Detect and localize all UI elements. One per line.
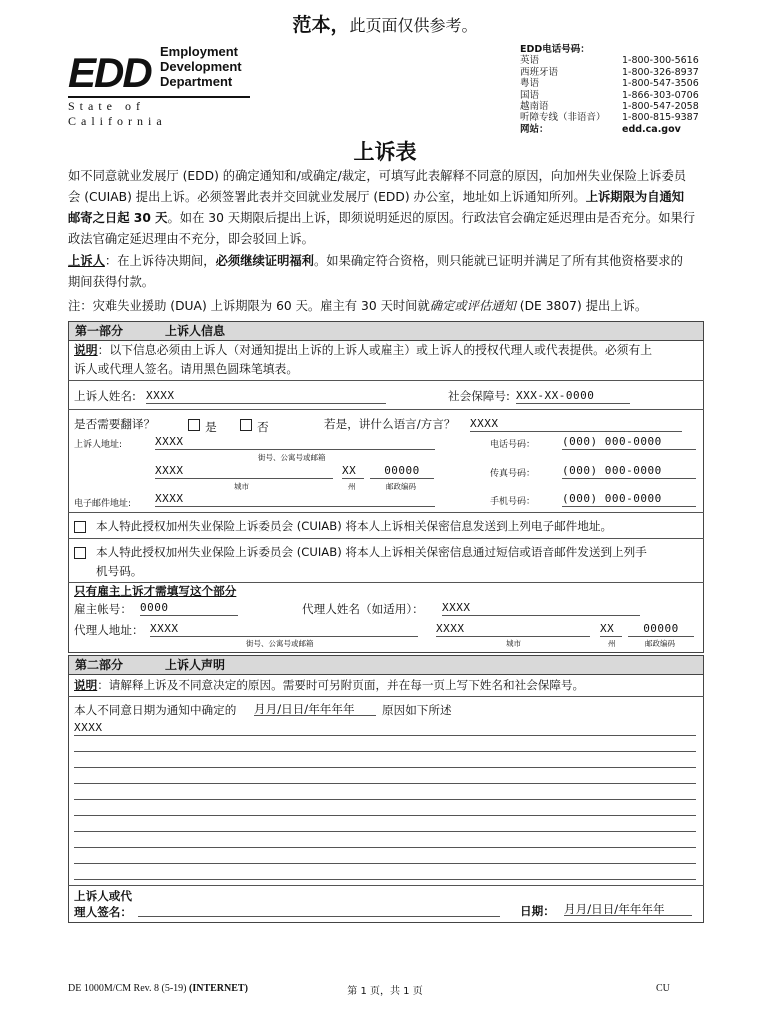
zip-caption: 邮政编码 [386, 482, 416, 491]
divider [68, 696, 704, 697]
sample-bold: 范本， [292, 14, 350, 36]
agent-state-field[interactable]: XX [600, 622, 622, 637]
reason-line[interactable] [74, 817, 696, 832]
auth-email-text: 本人特此授权加州失业保险上诉委员会 (CUIAB) 将本人上诉相关保密信息发送到上列电子邮件地址。 [96, 519, 613, 533]
divider [68, 885, 704, 886]
phone-lang: 越南语 [520, 101, 549, 113]
phone-row [520, 55, 700, 66]
website-row [520, 124, 700, 135]
intro-text: 会 (CUIAB) 提出上诉。必须签署此表并交回就业发展厅 (EDD) 办公室，地址如上诉通知所列。 [68, 190, 586, 204]
no-label: 否 [257, 420, 269, 434]
signature-label-line: 上诉人或代 [74, 889, 132, 903]
auth-mobile-text [96, 543, 700, 581]
intro-paragraph [68, 166, 704, 250]
footer-code: CU [656, 983, 670, 994]
part1-header [68, 321, 704, 341]
city-field[interactable]: XXXX [155, 464, 333, 479]
appellant-heading: 上诉人 [68, 254, 105, 268]
reason-line[interactable] [74, 833, 696, 848]
part2-header [68, 655, 704, 675]
employer-account-label: 雇主帐号： [74, 602, 132, 616]
agent-name-field[interactable]: XXXX [442, 601, 640, 616]
sample-banner [0, 10, 770, 37]
note-paragraph [68, 296, 704, 317]
note-text: 注：灾难失业援助 (DUA) 上诉期限为 60 天。雇主有 30 天时间就 [68, 299, 430, 313]
divider [68, 409, 704, 410]
disagree-text: 本人不同意日期为通知中确定的 [74, 703, 237, 717]
signature-date-field[interactable]: 月月/日日/年年年年 [564, 901, 692, 916]
agent-city-field[interactable]: XXXX [436, 622, 590, 637]
phone-row [520, 67, 700, 78]
agent-state-caption: 州 [608, 639, 616, 648]
part2-instructions [74, 677, 584, 693]
agent-zip-caption: 邮政编码 [645, 639, 675, 648]
employer-section-heading: 只有雇主上诉才需填写这个部分 [74, 584, 237, 598]
divider [68, 380, 704, 381]
part2-note-heading: 说明 [74, 678, 98, 692]
intro-line [68, 187, 704, 208]
reason-line[interactable] [74, 849, 696, 864]
agent-city-caption: 城市 [506, 639, 521, 648]
phone-lang: 粤语 [520, 78, 540, 90]
notice-date-field[interactable]: 月月/日日/年年年年 [254, 701, 376, 716]
ssn-field[interactable]: XXX-XX-0000 [516, 389, 630, 404]
translation-label: 是否需要翻译？ [74, 417, 156, 431]
appellant-line: 期间获得付款。 [68, 275, 155, 289]
reason-line[interactable] [74, 865, 696, 880]
phone-number: 1-800-547-3506 [622, 78, 699, 90]
employer-account-field[interactable]: 0000 [140, 601, 238, 616]
auth-mobile-line: 本人特此授权加州失业保险上诉委员会 (CUIAB) 将本人上诉相关保密信息通过短信或语音邮件发送到上列手 [96, 545, 647, 559]
logo-line-department: Department [160, 74, 233, 89]
reason-line-1[interactable]: XXXX [74, 721, 696, 736]
fax-field[interactable]: (000) 000-0000 [562, 464, 696, 479]
signature-label-line: 理人签名： [74, 905, 132, 919]
divider [68, 538, 704, 539]
edd-logo-words [160, 44, 242, 89]
page-number: 第 1 页，共 1 页 [347, 986, 423, 997]
state-caption: 州 [348, 482, 356, 491]
reason-line[interactable] [74, 753, 696, 768]
city-caption: 城市 [234, 482, 249, 491]
street-caption: 街号、公寓号或邮箱 [258, 453, 326, 462]
intro-deadline-days: 邮寄之日起 30 天 [68, 211, 168, 225]
phone-number: 1-800-326-8937 [622, 66, 699, 78]
language-field[interactable]: XXXX [470, 417, 682, 432]
part1-instruction-line: 诉人或代理人签名。请用黑色圆珠笔填表。 [74, 362, 299, 376]
reason-line[interactable] [74, 769, 696, 784]
part2-label: 第二部分 [75, 658, 124, 672]
mobile-field[interactable]: (000) 000-0000 [562, 492, 696, 507]
phone-field[interactable]: (000) 000-0000 [562, 435, 696, 450]
appellant-name-field[interactable]: XXXX [146, 389, 386, 404]
auth-email-checkbox[interactable] [74, 521, 86, 533]
appellant-text: 。如果确定符合资格，则只能就已证明并满足了所有其他资格要求的 [313, 254, 683, 268]
checkbox-yes[interactable] [188, 419, 200, 431]
translation-no[interactable] [240, 416, 269, 435]
form-title: 上诉表 [353, 140, 417, 164]
reason-line[interactable] [74, 737, 696, 752]
language-label: 若是，讲什么语言/方言？ [324, 417, 456, 431]
edd-logo-mark: EDD [68, 49, 151, 96]
auth-mobile-checkbox[interactable] [74, 547, 86, 559]
auth-mobile-line: 机号码。 [96, 564, 143, 578]
website-link[interactable]: edd.ca.gov [622, 123, 681, 135]
appellant-paragraph [68, 251, 704, 293]
agent-name-label: 代理人姓名（如适用）： [302, 602, 424, 616]
agent-street-field[interactable]: XXXX [150, 622, 418, 637]
logo-state: State of California [68, 96, 250, 129]
appellant-bold: 必须继续证明福利 [215, 254, 314, 268]
reason-line[interactable] [74, 801, 696, 816]
logo-line-employment: Employment [160, 44, 239, 59]
agent-address-label: 代理人地址： [74, 623, 144, 637]
phone-number: 1-866-303-0706 [622, 89, 699, 101]
mobile-label: 手机号码： [490, 497, 536, 507]
website-label: 网站： [520, 123, 549, 135]
sample-text: 此页面仅供参考。 [349, 16, 478, 35]
part1-instructions [74, 341, 698, 379]
logo-line-development: Development [160, 59, 242, 74]
reason-line[interactable] [74, 785, 696, 800]
part2-title: 上诉人声明 [165, 658, 226, 672]
agent-street-caption: 街号、公寓号或邮箱 [246, 639, 314, 648]
signature-date-label: 日期： [520, 904, 555, 918]
phone-list [520, 44, 700, 135]
reason-intro-text: 原因如下所述 [382, 703, 452, 717]
phone-list-header: EDD电话号码： [520, 44, 590, 55]
appellant-name-label: 上诉人姓名: [74, 389, 136, 403]
checkbox-no[interactable] [240, 419, 252, 431]
address-label: 上诉人地址: [74, 440, 123, 450]
intro-line: 政法官确定延迟理由不充分，即会驳回上诉。 [68, 232, 314, 246]
phone-label: 电话号码： [490, 440, 536, 450]
form-id-tag: (INTERNET) [189, 983, 248, 994]
appellant-text: ：在上诉待决期间， [104, 254, 216, 268]
email-label: 电子邮件地址: [74, 499, 132, 509]
part1-note-heading: 说明 [74, 343, 98, 357]
signature-label [74, 888, 132, 920]
phone-lang: 国语 [520, 89, 540, 101]
phone-number: 1-800-815-9387 [622, 112, 699, 124]
yes-label: 是 [205, 420, 217, 434]
agent-zip-field[interactable]: 00000 [628, 622, 694, 637]
part1-instruction-line [74, 341, 698, 360]
intro-deadline: 上诉期限为自通知 [585, 190, 685, 204]
state-field[interactable]: XX [342, 464, 364, 479]
divider [68, 512, 704, 513]
translation-yes[interactable] [188, 416, 217, 435]
note-text: (DE 3807) 提出上诉。 [515, 299, 648, 313]
intro-text: 。如在 30 天期限后提出上诉，即须说明延迟的原因。行政法官会确定延迟理由是否充分。如果行 [167, 211, 696, 225]
appellant-line [68, 251, 704, 272]
phone-number: 1-800-300-5616 [622, 55, 699, 67]
part1-label: 第一部分 [75, 324, 124, 338]
phone-row [520, 112, 700, 123]
fax-label: 传真号码： [490, 469, 536, 479]
street-field[interactable]: XXXX [155, 435, 435, 450]
part1-title: 上诉人信息 [165, 324, 226, 338]
intro-line [68, 208, 704, 229]
phone-row [520, 101, 700, 112]
email-field[interactable]: XXXX [155, 492, 435, 507]
phone-lang: 听障专线（非语音） [520, 112, 606, 124]
signature-field[interactable] [138, 902, 500, 917]
edd-logo [68, 44, 253, 128]
ssn-label: 社会保障号: [448, 389, 510, 403]
phone-row [520, 90, 700, 101]
intro-line: 如不同意就业发展厅 (EDD) 的确定通知和/或确定/裁定，可填写此表解释不同意的原因，向加州失业保险上诉委员 [68, 169, 687, 183]
part2-note-text: ：请解释上诉及不同意决定的原因。需要时可另附页面，并在每一页上写下姓名和社会保障号。 [97, 678, 585, 692]
phone-row [520, 78, 700, 89]
phone-number: 1-800-547-2058 [622, 101, 699, 113]
phone-lang: 西班牙语 [520, 66, 559, 78]
part1-note-text: ：以下信息必须由上诉人（对通知提出上诉的上诉人或雇主）或上诉人的授权代理人或代表提供。必须有上 [97, 343, 653, 357]
phone-lang: 英语 [520, 55, 540, 67]
form-id-text: DE 1000M/CM Rev. 8 (5-19) [68, 983, 187, 994]
zip-field[interactable]: 00000 [370, 464, 434, 479]
note-italic: 确定或评估通知 [429, 299, 516, 313]
